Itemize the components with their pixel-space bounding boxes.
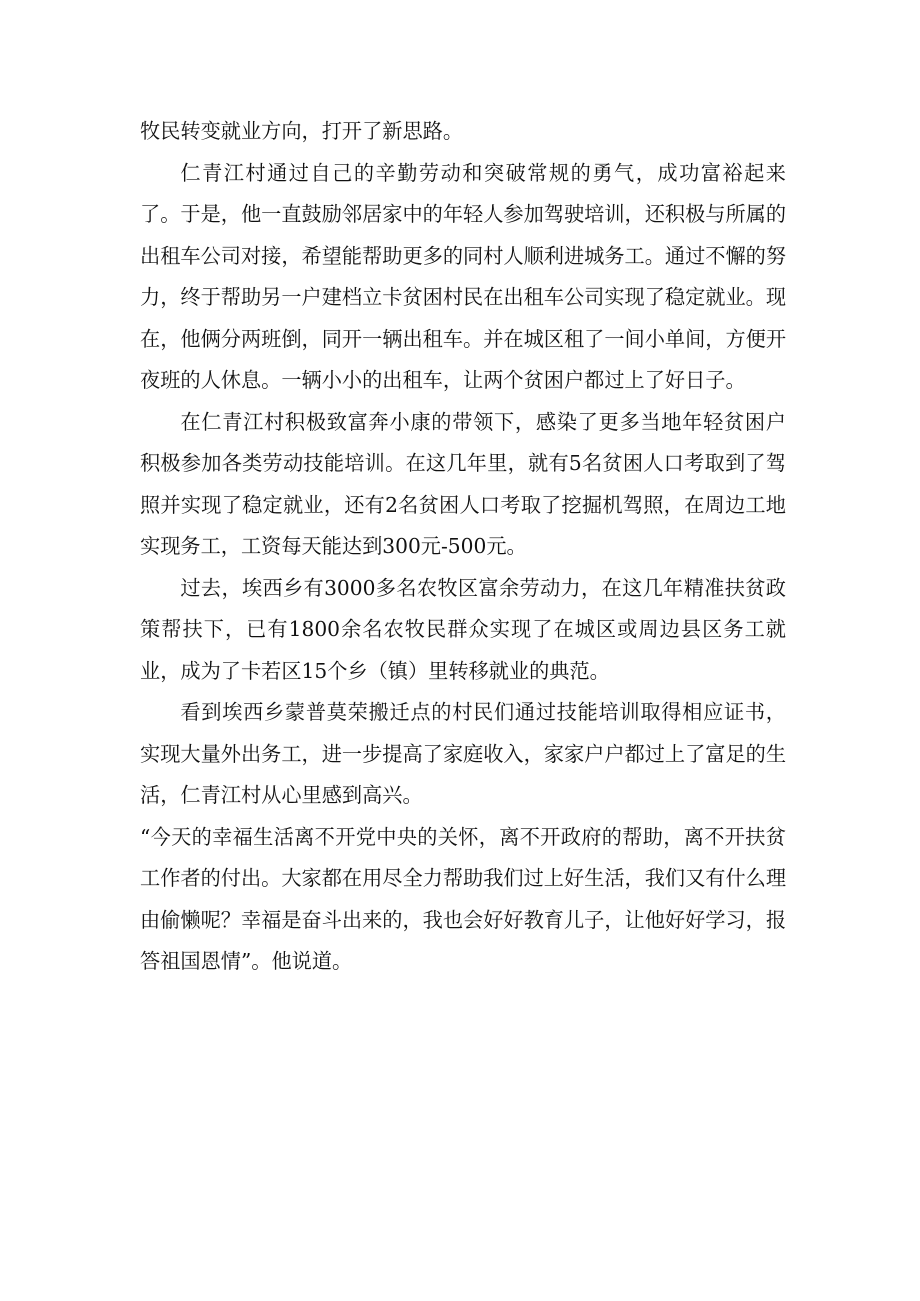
paragraph-labor-transfer: 过去，埃西乡有3000多名农牧区富余劳动力，在这几年精准扶贫政策帮扶下，已有1800余名农牧民群众实现了在城区或周边县区务工就业，成为了卡若区15个乡（镇）里转移就业的典范。 xyxy=(140,575,786,683)
paragraph-taxi-employment: 仁青江村通过自己的辛勤劳动和突破常规的勇气，成功富裕起来了。于是，他一直鼓励邻居家中的年轻人参加驾驶培训，还积极与所属的出租车公司对接，希望能帮助更多的同村人顺利进城务工。通过不懈的努力，终于帮助另一户建档立卡贫困村民在出租车公司实现了稳定就业。现在，他俩分两班倒，同开一辆出租车。并在城区租了一间小单间，方便开夜班的人休息。一辆小小的出租车，让两个贫困户都过上了好日子。 xyxy=(140,160,787,392)
paragraph-continuation: 牧民转变就业方向，打开了新思路。 xyxy=(140,119,464,143)
document-body xyxy=(140,111,786,983)
paragraph-quote: “今天的幸福生活离不开党中央的关怀，离不开政府的帮助，离不开扶贫工作者的付出。大家都在用尽全力帮助我们过上好生活，我们又有什么理由偷懒呢？幸福是奋斗出来的，我也会好好教育儿子，让他好好学习，报答祖国恩情”。他说道。 xyxy=(140,824,787,973)
paragraph-relocation-site: 看到埃西乡蒙普莫荣搬迁点的村民们通过技能培训取得相应证书，实现大量外出务工，进一步提高了家庭收入，家家户户都过上了富足的生活，仁青江村从心里感到高兴。 xyxy=(140,700,787,807)
paragraph-skills-training: 在仁青江村积极致富奔小康的带领下，感染了更多当地年轻贫困户积极参加各类劳动技能培训。在这几年里，就有5名贫困人口考取到了驾照并实现了稳定就业，还有2名贫困人口考取了挖掘机驾照，在周边工地实现务工，工资每天能达到300元-500元。 xyxy=(140,409,786,558)
